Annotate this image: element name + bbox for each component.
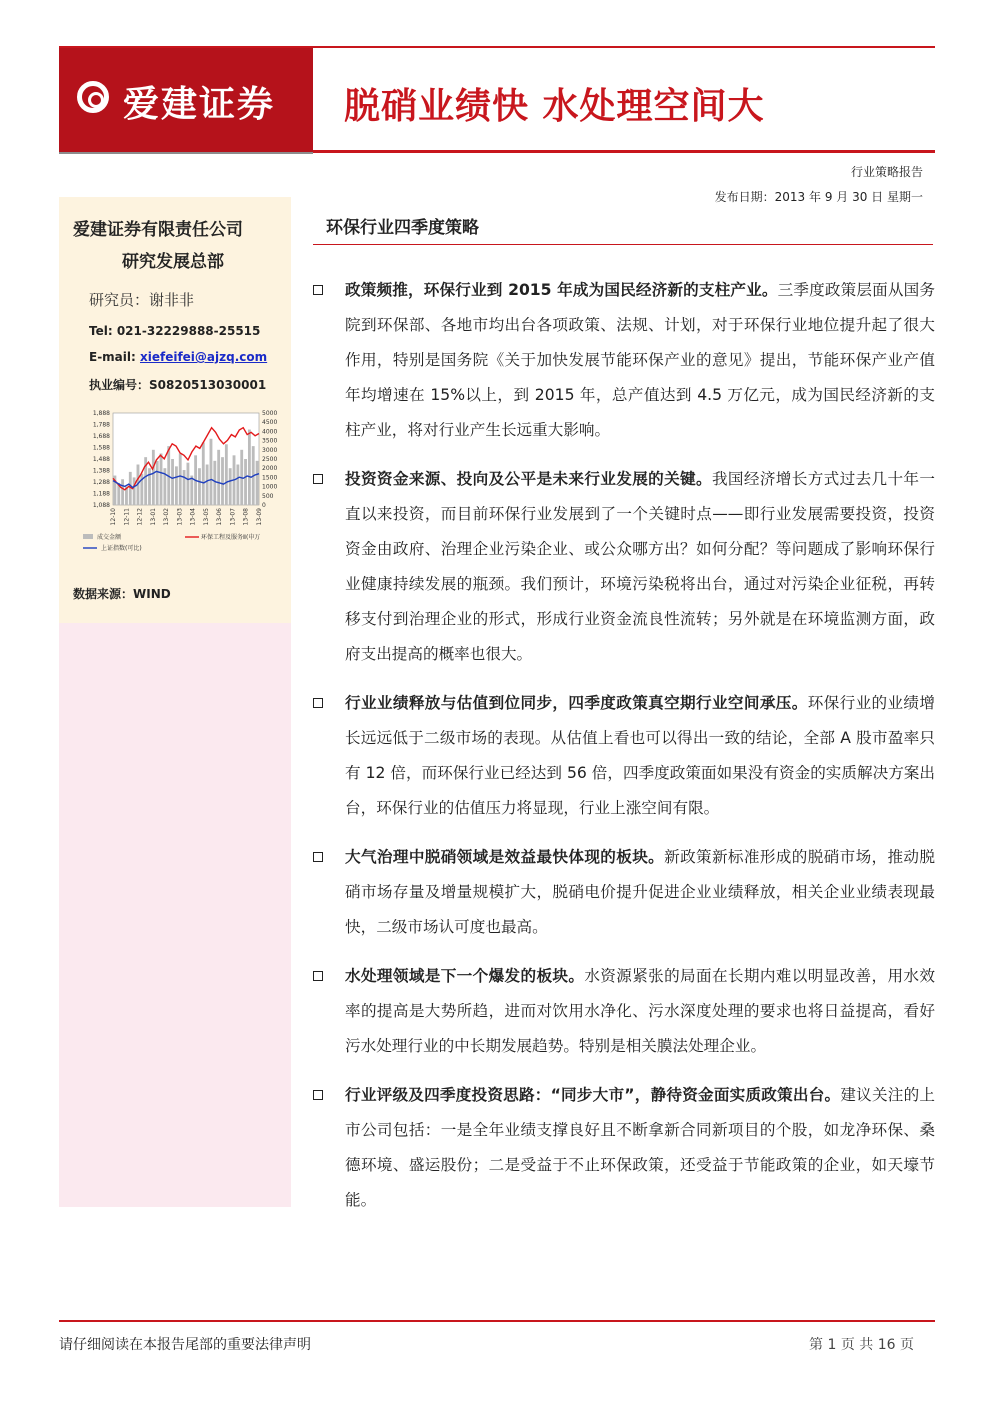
right-axis-tick-label: 3500 <box>262 437 278 445</box>
right-axis-tick-label: 500 <box>262 492 274 500</box>
left-axis-tick-label: 1,588 <box>92 444 110 452</box>
left-axis-tick-label: 1,788 <box>92 421 110 429</box>
data-source: 数据来源：WIND <box>73 587 171 601</box>
legend-volume-label: 成交金额 <box>97 534 122 541</box>
volume-bar <box>160 453 163 505</box>
x-axis-tick-label: 12-12 <box>136 508 144 526</box>
x-axis-tick-label: 13-08 <box>242 508 250 526</box>
volume-bar <box>221 457 224 505</box>
company-name: 爱建证券有限责任公司 <box>73 220 243 240</box>
legend-volume-swatch <box>83 534 93 539</box>
volume-bar <box>198 468 201 505</box>
right-axis-tick-label: 4500 <box>262 419 278 427</box>
volume-bar <box>213 461 216 505</box>
title-rule <box>313 150 935 153</box>
volume-bar <box>210 439 213 505</box>
license-number: 执业编号：S0820513030001 <box>89 378 267 392</box>
publish-date: 发布日期：2013 年 9 月 30 日 星期一 <box>714 190 923 204</box>
paragraph-lead: 大气治理中脱硝领域是效益最快体现的板块。 <box>345 848 665 866</box>
x-axis-tick-label: 13-02 <box>163 508 171 526</box>
department-name: 研究发展总部 <box>122 252 224 272</box>
sidebar <box>59 197 291 1207</box>
paragraph-valuation <box>313 686 935 826</box>
checkbox-bullet-icon <box>313 474 323 484</box>
paragraph-rating <box>313 1078 935 1218</box>
volume-bar <box>171 459 174 505</box>
logo-underline <box>59 152 313 154</box>
section-heading: 环保行业四季度策略 <box>326 218 479 238</box>
right-axis-tick-label: 5000 <box>262 410 278 417</box>
paragraph-water <box>313 959 935 1064</box>
volume-bar <box>217 450 220 505</box>
volume-bar <box>133 477 136 505</box>
left-axis-tick-label: 1,888 <box>92 410 110 417</box>
paragraph-body: 建议关注的上市公司包括：一是全年业绩支撑良好且不断拿新合同新项目的个股，如龙净环保、桑德环境、盛运股份；二是受益于不止环保政策，还受益于节能政策的企业，如天壕节能。 <box>345 1086 935 1209</box>
checkbox-bullet-icon <box>313 852 323 862</box>
legal-notice: 请仔细阅读在本报告尾部的重要法律声明 <box>59 1337 311 1353</box>
paragraph-lead: 水处理领域是下一个爆发的板块。 <box>345 967 585 985</box>
body-content <box>313 273 935 1232</box>
volume-bar <box>190 476 193 505</box>
right-axis-tick-label: 0 <box>262 502 266 509</box>
right-axis-tick-label: 1000 <box>262 483 278 491</box>
right-axis-tick-label: 2000 <box>262 465 278 473</box>
volume-bar <box>156 461 159 505</box>
x-axis-tick-label: 13-09 <box>256 508 263 526</box>
email-label: E-mail: <box>89 350 140 364</box>
checkbox-bullet-icon <box>313 285 323 295</box>
volume-bar <box>183 470 186 505</box>
volume-bar <box>256 461 259 505</box>
left-axis-tick-label: 1,288 <box>92 479 110 486</box>
left-axis-tick-label: 1,088 <box>92 502 110 509</box>
index-comparison-chart <box>73 407 287 567</box>
paragraph-body: 水资源紧张的局面在长期内难以明显改善，用水效率的提高是大势所趋，进而对饮用水净化、污水深度处理的要求也将日益提高，看好污水处理行业的中长期发展趋势。特别是相关膜法处理企业。 <box>345 967 935 1055</box>
right-axis-tick-label: 2500 <box>262 456 278 463</box>
logo-text: 爱建证券 <box>123 83 276 125</box>
paragraph-lead: 行业业绩释放与估值到位同步，四季度政策真空期行业空间承压。 <box>345 694 808 712</box>
x-axis-tick-label: 13-05 <box>202 508 210 526</box>
page-number: 第 1 页 共 16 页 <box>809 1337 914 1353</box>
paragraph-body: 三季度政策层面从国务院到环保部、各地市均出台各项政策、法规、计划，对于环保行业地位提升起了很大作用，特别是国务院《关于加快发展节能环保产业的意见》提出，节能环保产业产值年均增速在 15%以上，到 2015 年，总产值达到 4.5 万亿元，成为国民经济新的支柱产业，将对行业产生长远重大影响。 <box>345 281 935 439</box>
legend-env-label: 环保工程及服务Ⅱ(申万 <box>201 534 261 541</box>
analyst-tel: Tel: 021-32229888-25515 <box>89 324 261 338</box>
right-axis-tick-label: 4000 <box>262 428 278 436</box>
volume-bar <box>179 453 182 505</box>
paragraph-body: 新政策新标准形成的脱硝市场，推动脱硝市场存量及增量规模扩大，脱硝电价提升促进企业业绩释放，相关企业业绩表现最快，二级市场认可度也最高。 <box>345 848 935 936</box>
checkbox-bullet-icon <box>313 1090 323 1100</box>
left-axis-tick-label: 1,688 <box>92 433 110 440</box>
checkbox-bullet-icon <box>313 698 323 708</box>
report-title: 脱硝业绩快 水处理空间大 <box>344 86 765 127</box>
volume-bar <box>175 466 178 505</box>
logo-spiral-icon <box>77 81 109 113</box>
volume-bar <box>229 468 232 505</box>
legend-sh-label: 上证指数(可比) <box>101 545 142 552</box>
paragraph-lead: 政策频推，环保行业到 2015 年成为国民经济新的支柱产业。 <box>345 281 778 299</box>
x-axis-tick-label: 13-04 <box>189 508 197 526</box>
volume-bar <box>202 442 205 505</box>
right-axis-tick-label: 3000 <box>262 446 278 454</box>
x-axis-tick-label: 12-11 <box>123 508 131 526</box>
volume-bar <box>225 444 228 505</box>
volume-bar <box>236 465 239 505</box>
left-axis-tick-label: 1,388 <box>92 467 110 475</box>
left-axis-tick-label: 1,188 <box>92 490 110 498</box>
paragraph-lead: 投资资金来源、投向及公平是未来行业发展的关键。 <box>345 470 712 488</box>
paragraph-funding <box>313 462 935 672</box>
x-axis-tick-label: 13-07 <box>229 508 237 526</box>
x-axis-tick-label: 13-03 <box>176 508 184 526</box>
paragraph-denitration <box>313 840 935 945</box>
footer-rule <box>59 1320 935 1322</box>
left-axis-tick-label: 1,488 <box>92 456 110 463</box>
right-axis-tick-label: 1500 <box>262 474 278 482</box>
volume-bar <box>187 463 190 505</box>
sidebar-info-panel <box>59 197 291 623</box>
x-axis-tick-label: 13-01 <box>149 508 157 526</box>
x-axis-tick-label: 13-06 <box>216 508 224 526</box>
analyst-name: 研究员：谢非非 <box>89 291 195 309</box>
paragraph-policy <box>313 273 935 448</box>
checkbox-bullet-icon <box>313 971 323 981</box>
paragraph-lead: 行业评级及四季度投资思路：“同步大市”，静待资金面实质政策出台。 <box>345 1086 841 1104</box>
volume-bar <box>121 479 124 505</box>
x-axis-tick-label: 12-10 <box>110 508 117 526</box>
report-type: 行业策略报告 <box>850 165 923 179</box>
analyst-email-row <box>89 350 267 364</box>
section-rule <box>313 244 933 245</box>
volume-bar <box>244 459 247 505</box>
volume-bar <box>248 430 251 505</box>
paragraph-body: 环保行业的业绩增长远远低于二级市场的表现。从估值上看也可以得出一致的结论，全部 A 股市盈率只有 12 倍，而环保行业已经达到 56 倍，四季度政策面如果没有资金的实质解决方案出台，环保行业的估值压力将显现，行业上涨空间有限。 <box>345 694 935 817</box>
brand-logo <box>59 48 313 152</box>
email-link[interactable]: xiefeifei@ajzq.com <box>139 350 268 364</box>
paragraph-body: 我国经济增长方式过去几十年一直以来投资，而目前环保行业发展到了一个关键时点——即行业发展需要投资，投资资金由政府、治理企业污染企业、或公众哪方出？如何分配？等问题成了影响环保行业健康持续发展的瓶颈。我们预计，环境污染税将出台，通过对污染企业征税，再转移支付到治理企业的形式，形成行业资金流良性流转；另外就是在环境监测方面，政府支出提高的概率也很大。 <box>345 470 935 663</box>
volume-bar <box>206 465 209 505</box>
volume-bar <box>152 450 155 505</box>
